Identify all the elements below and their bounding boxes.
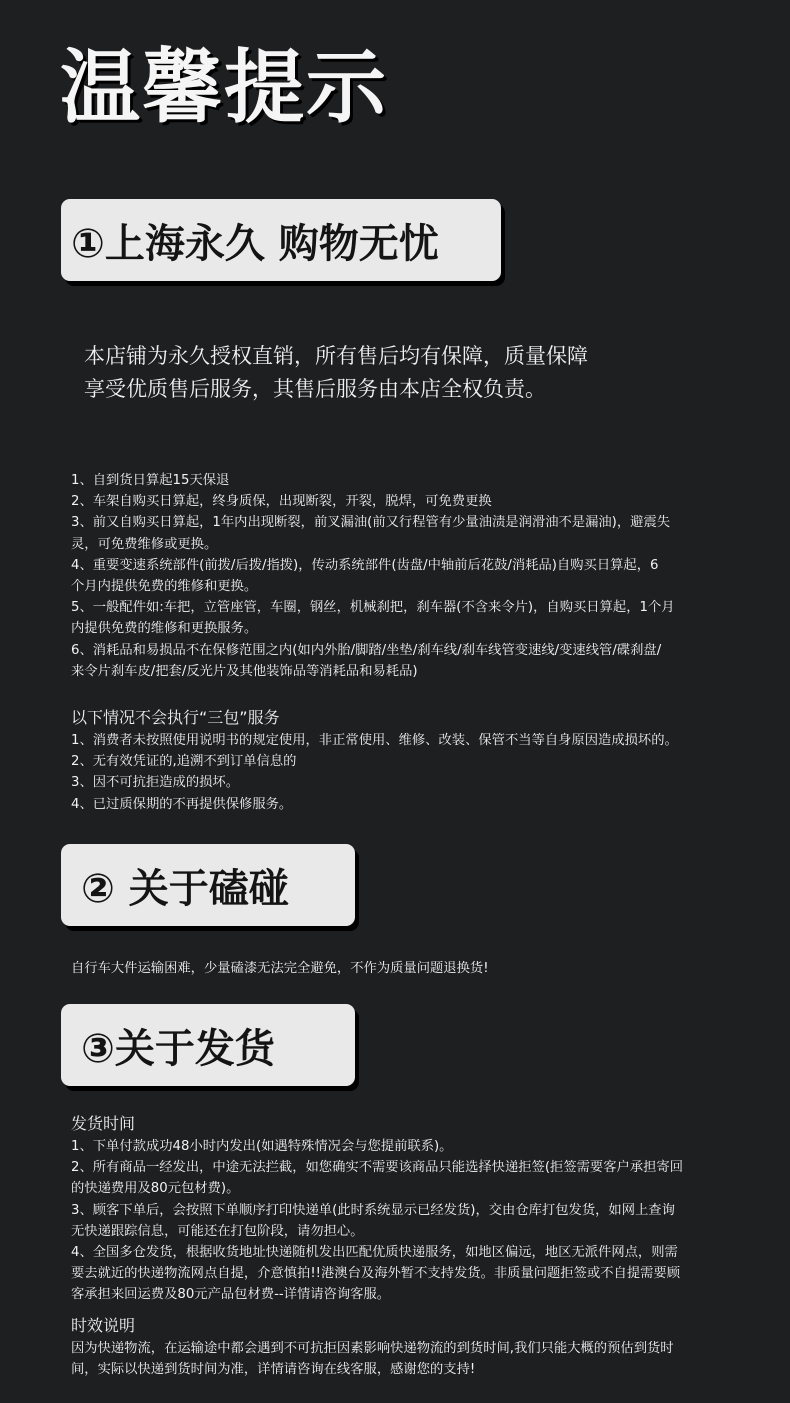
intro-text <box>84 340 588 406</box>
shipping-line: 2、所有商品一经发出，中途无法拦截，如您确实不需要该商品只能选择快递拒签(拒签需要客户承担寄回 <box>71 1160 684 1176</box>
warranty-list <box>71 470 751 682</box>
warranty-line: 3、前又自购买日算起，1年内出现断裂，前叉漏油(前又行程管有少量油渍是润滑油不是漏油)，避震失 <box>71 515 671 531</box>
shipping-line: 的快递费用及80元包材费)。 <box>71 1181 240 1197</box>
shipping-line: 客承担来回运费及80元产品包材费--详情请咨询客服。 <box>71 1287 391 1303</box>
exclusion-line: 3、因不可抗拒造成的损坏。 <box>71 775 240 791</box>
warranty-line: 5、一般配件如:车把，立管座管，车圈，钢丝，机械刹把，刹车器(不含来令片)，自购买日算起，1个月 <box>71 600 675 616</box>
shipping-line: 要去就近的快递物流网点自提，介意慎拍!!港澳台及海外暂不支持发货。非质量问题拒签或不自提需要顾 <box>71 1266 681 1282</box>
warranty-line: 来令片刹车皮/把套/反光片及其他装饰品等消耗品和易耗品) <box>71 663 418 679</box>
warranty-line: 灵，可免费维修或更换。 <box>71 536 218 552</box>
page-title: 温馨提示 <box>60 41 388 134</box>
shipping-list <box>71 1112 751 1306</box>
exclusions-list <box>71 706 751 815</box>
exclusion-line: 2、无有效凭证的,追溯不到订单信息的 <box>71 754 297 770</box>
exclusions-heading: 以下情况不会执行“三包”服务 <box>71 708 280 727</box>
warranty-line: 1、自到货日算起15天保退 <box>71 473 230 488</box>
timeliness-line: 间，实际以快递到货时间为准，详情请咨询在线客服，感谢您的支持! <box>71 1362 476 1378</box>
intro-line: 本店铺为永久授权直销，所有售后均有保障，质量保障 <box>84 344 588 368</box>
shipping-line: 1、下单付款成功48小时内发出(如遇特殊情况会与您提前联系)。 <box>71 1139 453 1154</box>
warranty-line: 4、重要变速系统部件(前拨/后拨/指拨)，传动系统部件(齿盘/中轴前后花鼓/消耗品)自购买日算起，6 <box>71 557 659 573</box>
warranty-line: 6、消耗品和易损品不在保修范围之内(如内外胎/脚踏/坐垫/刹车线/刹车线管变速线/变速线管/碟刹盘/ <box>71 642 662 658</box>
section-header-shopping: ①上海永久 购物无忧 <box>61 199 501 281</box>
shipping-heading: 发货时间 <box>71 1114 136 1133</box>
shipping-line: 4、全国多仓发货，根据收货地址快递随机发出匹配优质快递服务，如地区偏远，地区无派件网点，则需 <box>71 1245 678 1261</box>
exclusion-line: 1、消费者未按照使用说明书的规定使用，非正常使用、维修、改装、保管不当等自身原因造成损坏的。 <box>71 733 678 748</box>
shipping-line: 无快递跟踪信息，可能还在打包阶段，请勿担心。 <box>71 1223 364 1239</box>
timeliness-line: 因为快递物流，在运输途中都会遇到不可抗拒因素影响快递物流的到货时间,我们只能大概的预估到货时 <box>71 1341 674 1356</box>
bump-text: 自行车大件运输困难，少量磕漆无法完全避免，不作为质量问题退换货! <box>71 961 489 976</box>
shipping-line: 3、顾客下单后，会按照下单顺序打印快递单(此时系统显示已经发货)，交由仓库打包发货，如网上查询 <box>71 1202 675 1218</box>
warranty-line: 内提供免费的维修和更换服务。 <box>71 621 258 637</box>
section-header-bumps: ② 关于磕碰 <box>61 844 355 926</box>
timeliness-list <box>71 1314 751 1380</box>
intro-line: 享受优质售后服务，其售后服务由本店全权负责。 <box>84 377 546 401</box>
timeliness-heading: 时效说明 <box>71 1316 136 1335</box>
warranty-line: 个月内提供免费的维修和更换。 <box>71 579 258 595</box>
section-header-shipping: ③关于发货 <box>61 1004 355 1086</box>
warranty-line: 2、车架自购买日算起，终身质保，出现断裂，开裂，脱焊，可免费更换 <box>71 494 492 510</box>
exclusion-line: 4、已过质保期的不再提供保修服务。 <box>71 796 293 812</box>
